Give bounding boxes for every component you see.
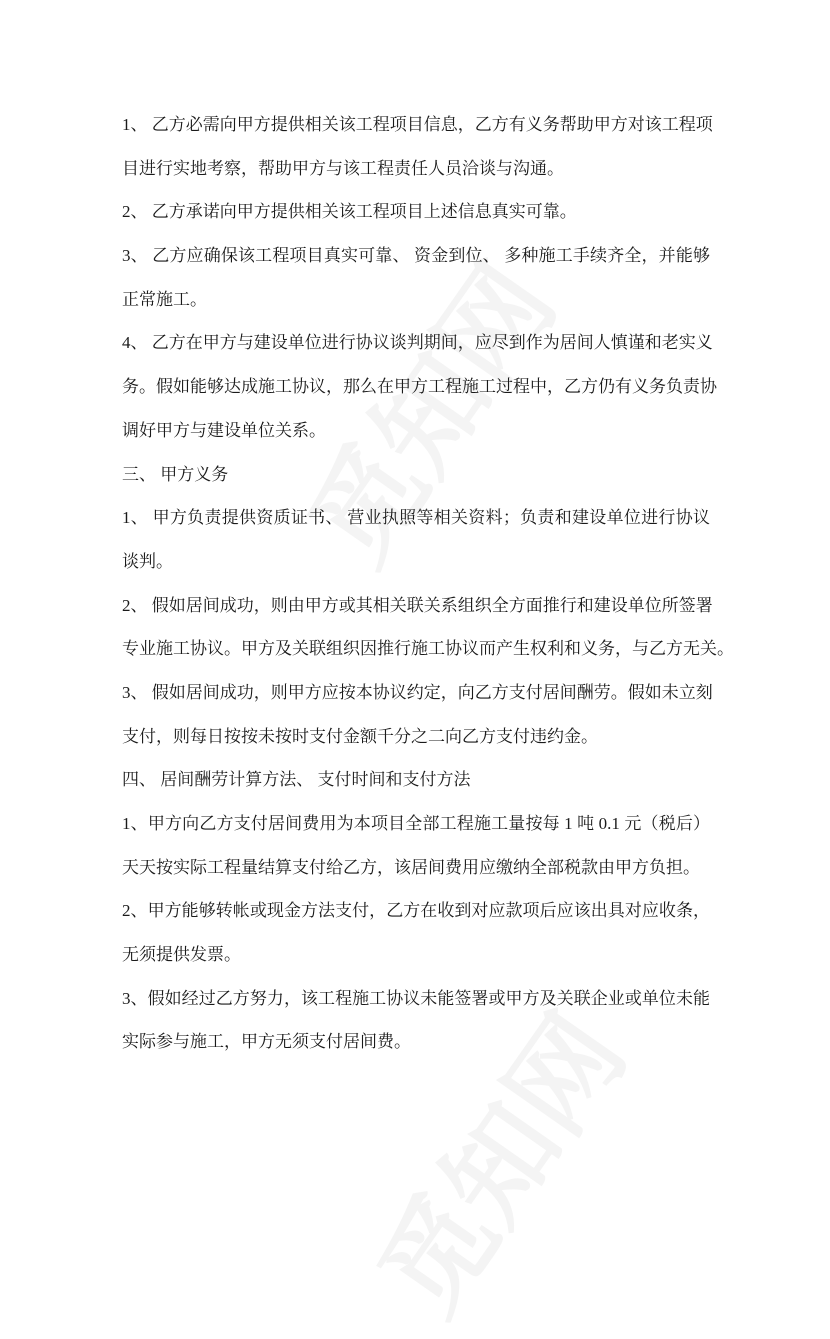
clause-b-4	[122, 321, 717, 452]
text-line: 目进行实地考察，帮助甲方与该工程责任人员洽谈与沟通。	[122, 158, 564, 178]
text-line: 1、 甲方负责提供资质证书、 营业执照等相关资料；负责和建设单位进行协议	[122, 508, 710, 528]
text-line: 调好甲方与建设单位关系。	[122, 420, 326, 440]
section-heading-payment	[122, 758, 710, 802]
clause-a-1	[122, 496, 710, 583]
clause-p-1	[122, 802, 710, 889]
section-heading: 四、 居间酬劳计算方法、 支付时间和支付方法	[122, 770, 471, 790]
clause-p-2	[122, 889, 710, 976]
text-line: 2、 乙方承诺向甲方提供相关该工程项目上述信息真实可靠。	[122, 202, 577, 222]
text-line: 务。假如能够达成施工协议，那么在甲方工程施工过程中，乙方仍有义务负责协	[122, 377, 717, 397]
clause-b-3	[122, 234, 710, 321]
text-line: 实际参与施工，甲方无须支付居间费。	[122, 1032, 411, 1052]
text-line: 3、 乙方应确保该工程项目真实可靠、 资金到位、 多种施工手续齐全，并能够	[122, 246, 710, 266]
text-line: 3、假如经过乙方努力，该工程施工协议未能签署或甲方及关联企业或单位未能	[122, 988, 710, 1008]
section-heading: 三、 甲方义务	[122, 464, 229, 484]
clause-a-3	[122, 671, 713, 758]
text-line: 天天按实际工程量结算支付给乙方，该居间费用应缴纳全部税款由甲方负担。	[122, 857, 700, 877]
text-line: 支付，则每日按按未按时支付金额千分之二向乙方支付违约金。	[122, 726, 598, 746]
clause-b-2	[122, 190, 710, 234]
clause-a-2	[122, 584, 734, 671]
text-line: 1、甲方向乙方支付居间费用为本项目全部工程施工量按每 1 吨 0.1 元（税后）	[122, 814, 710, 833]
text-line: 2、甲方能够转帐或现金方法支付，乙方在收到对应款项后应该出具对应收条，	[122, 901, 710, 921]
text-line: 谈判。	[122, 551, 173, 571]
clause-b-1	[122, 103, 713, 190]
text-line: 专业施工协议。甲方及关联组织因推行施工协议而产生权利和义务，与乙方无关。	[122, 639, 734, 659]
text-line: 正常施工。	[122, 289, 207, 309]
text-line: 4、 乙方在甲方与建设单位进行协议谈判期间，应尽到作为居间人慎谨和老实义	[122, 333, 713, 353]
section-heading-party-a-obligations	[122, 453, 710, 497]
text-line: 2、 假如居间成功，则由甲方或其相关联关系组织全方面推行和建设单位所签署	[122, 595, 713, 615]
text-line: 无须提供发票。	[122, 945, 241, 965]
text-line: 3、 假如居间成功，则甲方应按本协议约定，向乙方支付居间酬劳。假如未立刻	[122, 682, 713, 702]
text-line: 1、 乙方必需向甲方提供相关该工程项目信息，乙方有义务帮助甲方对该工程项	[122, 115, 713, 134]
document-body	[122, 103, 734, 1064]
clause-p-3	[122, 977, 710, 1064]
